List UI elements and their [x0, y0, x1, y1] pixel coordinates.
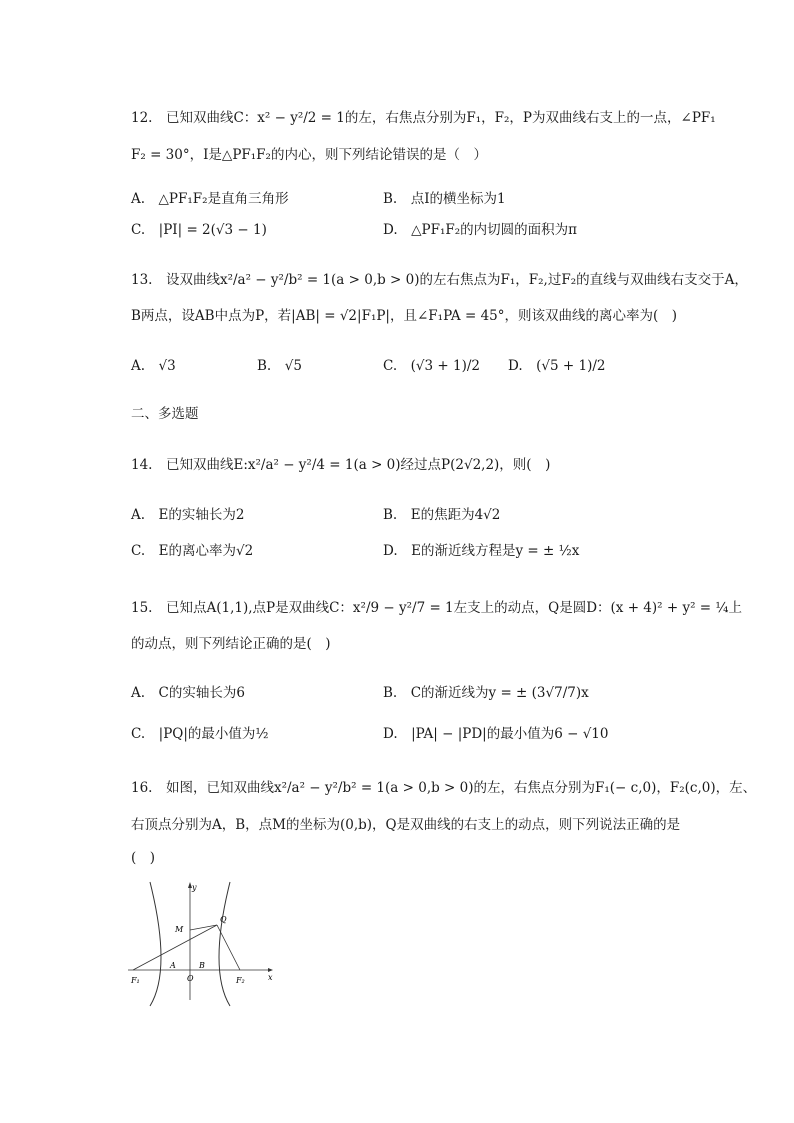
- line-q-f2: [217, 925, 240, 970]
- q13-line1: 13. 设双曲线x²/a² − y²/b² = 1(a > 0,b > 0)的左右焦点为F₁，F₂,过F₂的直线与双曲线右支交于A，: [131, 272, 748, 288]
- q12-line1-text: 12. 已知双曲线C：x² − y²/2 = 1的左，右焦点分别为F₁，F₂，P为双曲线右支上的一点，∠PF₁: [131, 110, 716, 126]
- q13-option-d[interactable]: D. (√5 + 1)/2: [508, 358, 606, 374]
- q13-option-b[interactable]: B. √5: [257, 358, 302, 374]
- q14-option-c[interactable]: C. E的离心率为√2: [131, 543, 254, 559]
- q12-option-a[interactable]: A. △PF₁F₂是直角三角形: [131, 191, 289, 207]
- q12-option-c[interactable]: C. |PI| = 2(√3 − 1): [131, 222, 267, 238]
- label-x: x: [268, 973, 273, 982]
- q14-line1: 14. 已知双曲线E:x²/a² − y²/4 = 1(a > 0)经过点P(2√2,2)，则( ): [131, 457, 551, 473]
- q15-line1: 15. 已知点A(1,1),点P是双曲线C：x²/9 − y²/7 = 1左支上的动点，Q是圆D：(x + 4)² + y² = ¼上: [131, 600, 742, 616]
- q12-option-b[interactable]: B. 点I的横坐标为1: [383, 191, 506, 207]
- label-o: O: [187, 974, 194, 983]
- q14-option-b[interactable]: B. E的焦距为4√2: [383, 507, 501, 523]
- q12-line1: [131, 108, 716, 128]
- q16-line1: 16. 如图，已知双曲线x²/a² − y²/b² = 1(a > 0,b > 0)的左，右焦点分别为F₁(− c,0)，F₂(c,0)，左、: [131, 780, 757, 796]
- q12-option-d[interactable]: D. △PF₁F₂的内切圆的面积为π: [383, 222, 578, 238]
- label-f1: F₁: [131, 976, 140, 985]
- q15-line2: 的动点，则下列结论正确的是( ): [131, 636, 331, 652]
- label-q: Q: [220, 915, 227, 924]
- q13-option-a[interactable]: A. √3: [131, 358, 176, 374]
- q14-option-a[interactable]: A. E的实轴长为2: [131, 507, 245, 523]
- x-axis-arrow: [268, 968, 273, 972]
- q16-line2: 右顶点分别为A，B，点M的坐标为(0,b)，Q是双曲线的右支上的动点，则下列说法正确的是: [131, 817, 681, 833]
- hyperbola-figure: [128, 880, 276, 1008]
- q15-option-a[interactable]: A. C的实轴长为6: [131, 685, 245, 701]
- label-b: B: [199, 961, 205, 970]
- label-y: y: [192, 883, 197, 892]
- q14-option-d[interactable]: D. E的渐近线方程是y = ± ½x: [383, 543, 580, 559]
- label-a: A: [170, 961, 176, 970]
- q13-line2: B两点，设AB中点为P，若|AB| = √2|F₁P|，且∠F₁PA = 45°，则该双曲线的离心率为( ): [131, 308, 678, 324]
- hyperbola-left-branch: [150, 882, 161, 1006]
- q15-option-d[interactable]: D. |PA| − |PD|的最小值为6 − √10: [383, 726, 609, 742]
- q16-line3: ( ): [131, 850, 156, 866]
- q13-option-c[interactable]: C. (√3 + 1)/2: [383, 358, 480, 374]
- label-f2: F₂: [236, 976, 245, 985]
- hyperbola-right-branch: [219, 882, 230, 1006]
- q15-option-c[interactable]: C. |PQ|的最小值为½: [131, 726, 269, 742]
- label-m: M: [175, 925, 184, 934]
- section-title: 二、多选题: [131, 406, 199, 422]
- q12-line2-text: F₂ = 30°，I是△PF₁F₂的内心，则下列结论错误的是（ ）: [131, 147, 487, 163]
- q12-line2: [131, 145, 701, 165]
- q15-option-b[interactable]: B. C的渐近线为y = ± (3√7/7)x: [383, 685, 589, 701]
